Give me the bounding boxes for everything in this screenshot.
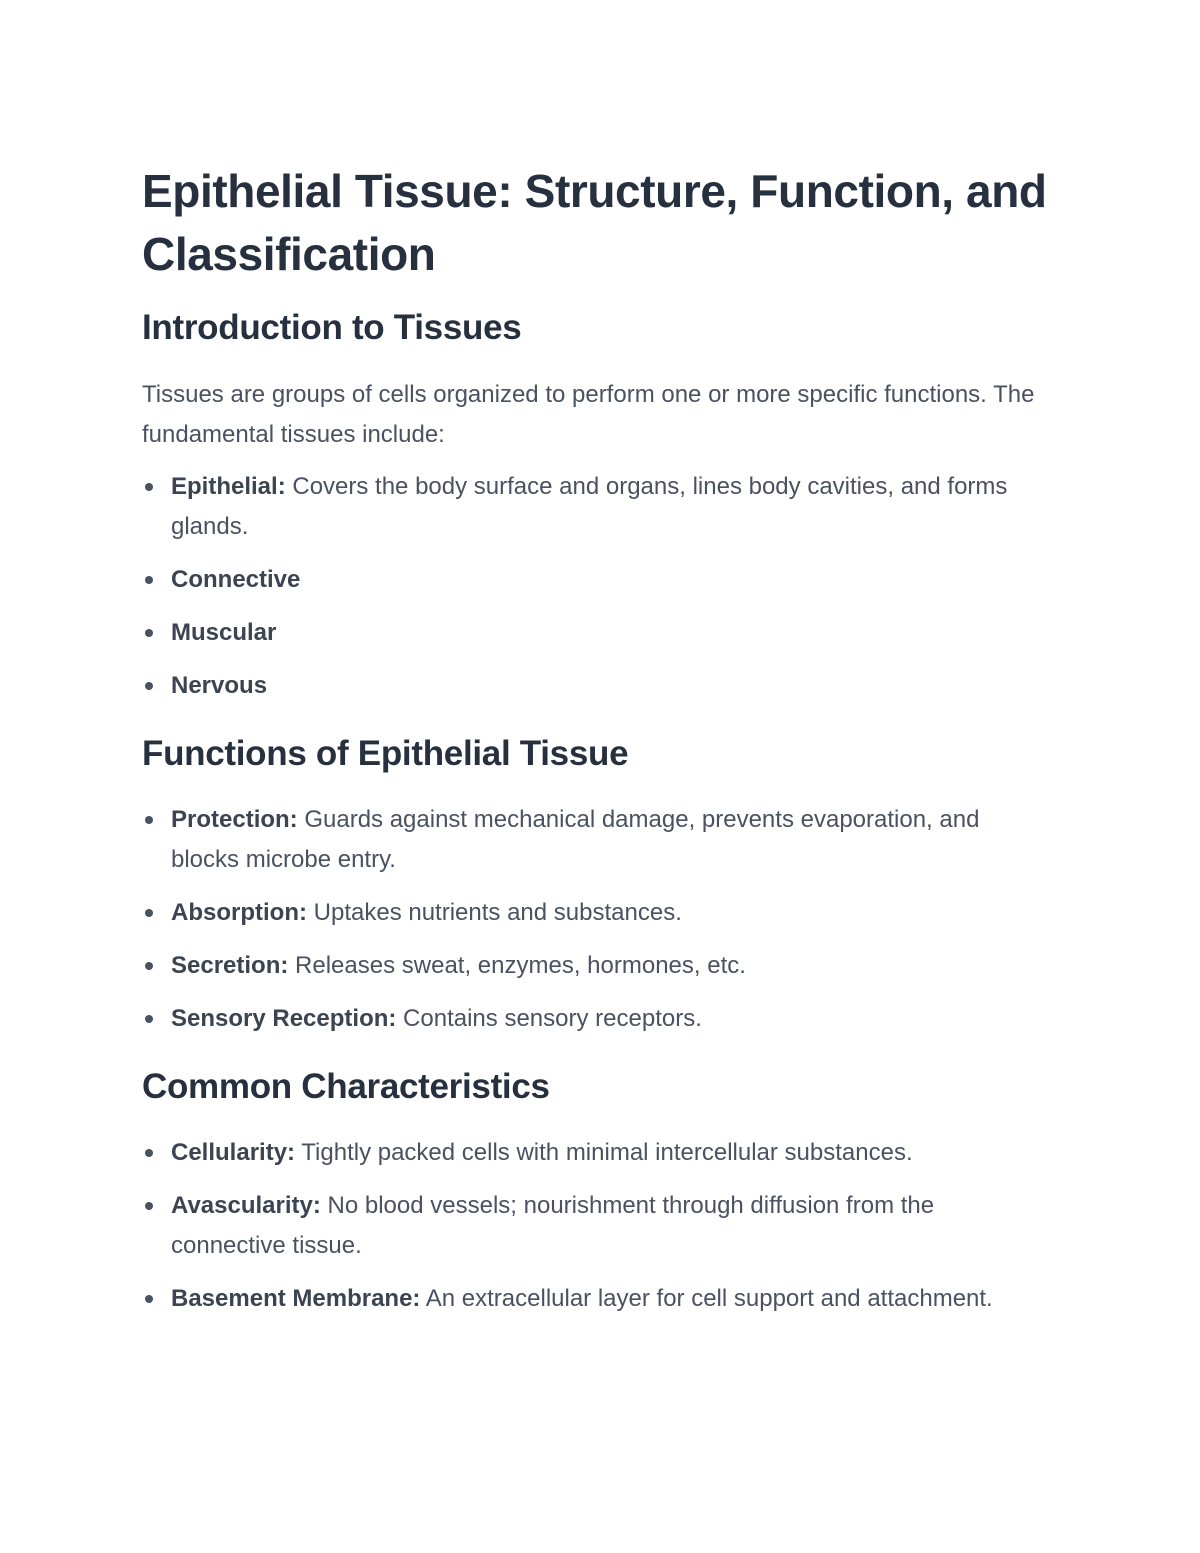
list-item (142, 613, 1050, 653)
intro-paragraph: Tissues are groups of cells organized to perform one or more specific functions. The fundamental tissues include: (142, 381, 1035, 448)
list-item-text: No blood vessels; nourishment through diffusion from the connective tissue. (171, 1192, 935, 1259)
list-item (142, 893, 1050, 933)
list-item (142, 1133, 1050, 1173)
list-item (142, 467, 1050, 547)
list-item-text: Guards against mechanical damage, prevents evaporation, and blocks microbe entry. (171, 806, 980, 873)
functions-list (142, 800, 1050, 1039)
list-item-text: Uptakes nutrients and substances. (306, 899, 682, 926)
bullet-icon (145, 576, 153, 584)
list-item (142, 666, 1050, 706)
list-item (142, 560, 1050, 600)
list-item-text: Covers the body surface and organs, lines body cavities, and forms glands. (171, 473, 1008, 540)
list-item-text: Tightly packed cells with minimal intercellular substances. (295, 1139, 913, 1166)
list-item-text: Contains sensory receptors. (396, 1005, 702, 1032)
list-item (142, 800, 1050, 880)
list-item (142, 946, 1050, 986)
list-item-term: Cellularity: (171, 1139, 296, 1166)
section-heading-functions: Functions of Epithelial Tissue (142, 734, 629, 773)
list-item-term: Avascularity: (171, 1192, 321, 1219)
list-item-text: An extracellular layer for cell support and attachment. (420, 1285, 993, 1312)
list-item (142, 1186, 1050, 1266)
characteristics-list (142, 1133, 1050, 1319)
list-item-term: Sensory Reception: (171, 1005, 397, 1032)
list-item-term: Basement Membrane: (171, 1285, 421, 1312)
list-item-term: Connective (171, 566, 301, 593)
list-item-term: Absorption: (171, 899, 307, 926)
list-item-term: Protection: (171, 806, 298, 833)
bullet-icon (145, 483, 153, 491)
list-item-term: Epithelial: (171, 473, 286, 500)
tissue-types-list (142, 467, 1050, 706)
list-item-text: Releases sweat, enzymes, hormones, etc. (288, 952, 746, 979)
bullet-icon (145, 1149, 153, 1157)
bullet-icon (145, 1202, 153, 1210)
bullet-icon (145, 682, 153, 690)
list-item-term: Muscular (171, 619, 277, 646)
bullet-icon (145, 1295, 153, 1303)
bullet-icon (145, 909, 153, 917)
list-item-term: Nervous (171, 672, 268, 699)
document-title: Epithelial Tissue: Structure, Function, and Classification (142, 165, 1047, 280)
section-heading-intro: Introduction to Tissues (142, 308, 522, 347)
bullet-icon (145, 629, 153, 637)
bullet-icon (145, 962, 153, 970)
list-item (142, 1279, 1050, 1319)
bullet-icon (145, 1015, 153, 1023)
bullet-icon (145, 816, 153, 824)
list-item-term: Secretion: (171, 952, 289, 979)
list-item (142, 999, 1050, 1039)
section-heading-characteristics: Common Characteristics (142, 1067, 550, 1106)
